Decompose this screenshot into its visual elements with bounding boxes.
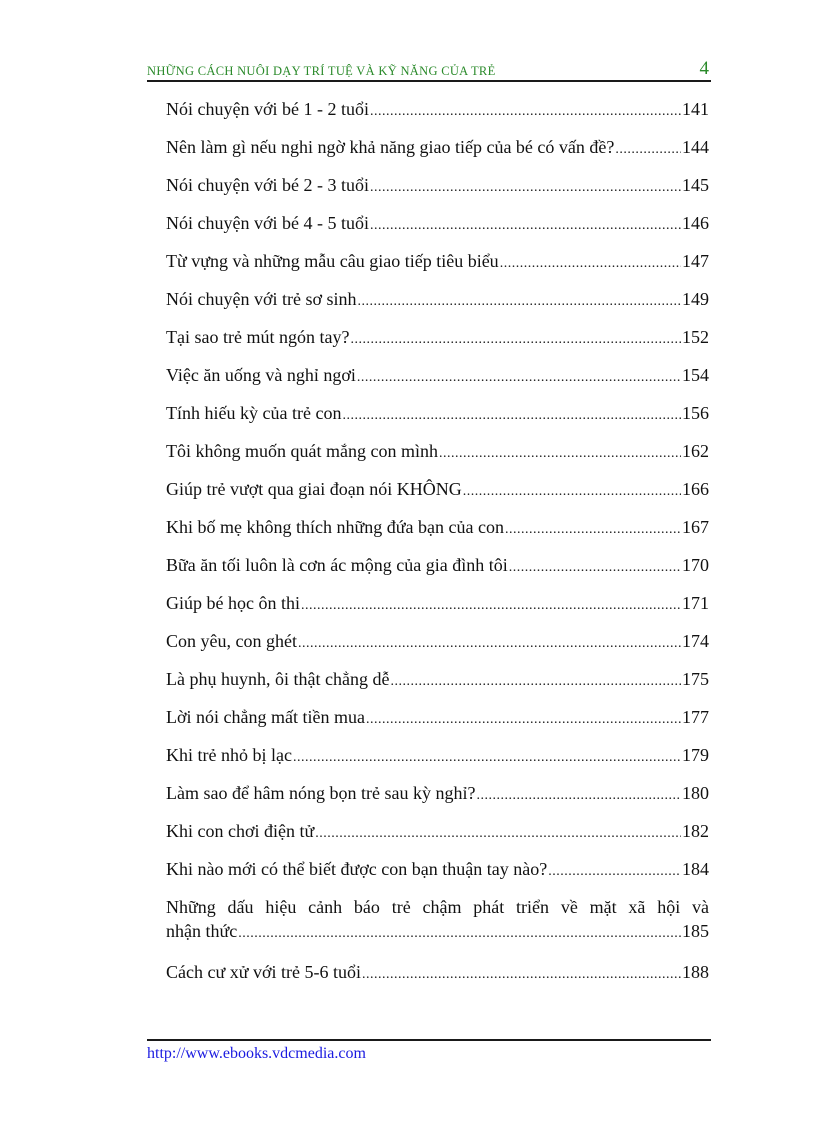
- table-of-contents: [166, 97, 709, 998]
- toc-entry-page: 184: [682, 859, 709, 879]
- toc-entry-page: 145: [682, 175, 709, 195]
- toc-entry-title: Nói chuyện với bé 1 - 2 tuổi: [166, 99, 369, 119]
- toc-entry[interactable]: [166, 591, 709, 629]
- toc-entry[interactable]: [166, 515, 709, 553]
- page-header: [147, 58, 711, 80]
- toc-entry-title: Nói chuyện với bé 2 - 3 tuổi: [166, 175, 369, 195]
- dot-leader: [315, 819, 681, 846]
- toc-entry-title: Tôi không muốn quát mắng con mình: [166, 441, 438, 461]
- toc-entry-title: Khi nào mới có thể biết được con bạn thuận tay nào?: [166, 859, 548, 879]
- dot-leader: [439, 439, 681, 466]
- page-number: 4: [699, 58, 709, 79]
- toc-entry-page: 185: [682, 921, 709, 941]
- dot-leader: [298, 629, 681, 656]
- toc-entry[interactable]: [166, 781, 709, 819]
- toc-entry-page: 147: [682, 251, 709, 271]
- toc-entry-title: Giúp trẻ vượt qua giai đoạn nói KHÔNG: [166, 479, 462, 499]
- toc-entry-title-line2: nhận thức: [166, 921, 238, 941]
- toc-entry-page: 180: [682, 783, 709, 803]
- toc-entry[interactable]: [166, 553, 709, 591]
- toc-entry-title: Nên làm gì nếu nghi ngờ khả năng giao tiếp của bé có vấn đề?: [166, 137, 615, 157]
- toc-entry-title: Nói chuyện với trẻ sơ sinh: [166, 289, 357, 309]
- dot-leader: [463, 477, 681, 504]
- toc-entry-page: 188: [682, 962, 709, 982]
- dot-leader: [293, 743, 681, 770]
- toc-entry-page: 144: [682, 137, 709, 157]
- toc-entry[interactable]: [166, 629, 709, 667]
- toc-entry-title: Bữa ăn tối luôn là cơn ác mộng của gia đình tôi: [166, 555, 508, 575]
- toc-entry[interactable]: [166, 857, 709, 895]
- toc-entry-title: Khi bố mẹ không thích những đứa bạn của con: [166, 517, 504, 537]
- toc-entry[interactable]: [166, 705, 709, 743]
- dot-leader: [301, 591, 681, 618]
- toc-entry[interactable]: [166, 363, 709, 401]
- toc-entry-page: 154: [682, 365, 709, 385]
- toc-entry[interactable]: [166, 895, 709, 946]
- toc-entry[interactable]: [166, 743, 709, 781]
- toc-entry-title: Giúp bé học ôn thi: [166, 593, 300, 613]
- book-title: NHỮNG CÁCH NUÔI DẠY TRÍ TUỆ VÀ KỸ NĂNG CỦA TRẺ: [147, 64, 496, 78]
- dot-leader: [476, 781, 681, 808]
- toc-entry-page: 156: [682, 403, 709, 423]
- toc-entry-page: 166: [682, 479, 709, 499]
- toc-entry-title: Nói chuyện với bé 4 - 5 tuổi: [166, 213, 369, 233]
- toc-entry[interactable]: [166, 439, 709, 477]
- toc-entry-page: 170: [682, 555, 709, 575]
- dot-leader: [370, 173, 681, 200]
- toc-entry-page: 167: [682, 517, 709, 537]
- toc-entry[interactable]: [166, 97, 709, 135]
- dot-leader: [370, 97, 681, 124]
- toc-entry-title: Là phụ huynh, ôi thật chẳng dễ: [166, 669, 390, 689]
- dot-leader: [357, 363, 681, 390]
- dot-leader: [358, 287, 681, 314]
- toc-entry[interactable]: [166, 819, 709, 857]
- dot-leader: [342, 401, 681, 428]
- toc-entry-page: 175: [682, 669, 709, 689]
- toc-entry-title: Khi trẻ nhỏ bị lạc: [166, 745, 292, 765]
- toc-entry-title: Tính hiếu kỳ của trẻ con: [166, 403, 342, 423]
- toc-entry-page: 179: [682, 745, 709, 765]
- toc-entry-title: Làm sao để hâm nóng bọn trẻ sau kỳ nghỉ?: [166, 783, 476, 803]
- dot-leader: [366, 705, 681, 732]
- toc-entry-page: 141: [682, 99, 709, 119]
- toc-entry-page: 182: [682, 821, 709, 841]
- toc-entry-page: 177: [682, 707, 709, 727]
- toc-entry-page: 162: [682, 441, 709, 461]
- dot-leader: [548, 857, 681, 884]
- toc-entry-page: 171: [682, 593, 709, 613]
- toc-entry-page: 146: [682, 213, 709, 233]
- toc-entry-title: Từ vựng và những mẫu câu giao tiếp tiêu biểu: [166, 251, 499, 271]
- toc-entry[interactable]: [166, 401, 709, 439]
- footer-link[interactable]: http://www.ebooks.vdcmedia.com: [147, 1045, 366, 1062]
- dot-leader: [505, 515, 681, 542]
- toc-entry[interactable]: [166, 667, 709, 705]
- dot-leader: [370, 211, 681, 238]
- toc-entry[interactable]: [166, 477, 709, 515]
- header-divider: [147, 80, 711, 82]
- toc-entry[interactable]: [166, 173, 709, 211]
- dot-leader: [500, 249, 681, 276]
- dot-leader: [509, 553, 681, 580]
- toc-entry-title-line1: Những dấu hiệu cảnh báo trẻ chậm phát triển về mặt xã hội và: [166, 897, 709, 917]
- dot-leader: [350, 325, 681, 352]
- toc-entry[interactable]: [166, 325, 709, 363]
- toc-entry[interactable]: [166, 211, 709, 249]
- dot-leader: [238, 919, 681, 946]
- toc-entry[interactable]: [166, 287, 709, 325]
- toc-entry[interactable]: [166, 249, 709, 287]
- dot-leader: [362, 960, 681, 987]
- toc-entry[interactable]: [166, 135, 709, 173]
- toc-entry-title: Cách cư xử với trẻ 5-6 tuổi: [166, 962, 361, 982]
- dot-leader: [390, 667, 681, 694]
- toc-entry-page: 149: [682, 289, 709, 309]
- toc-entry-title: Lời nói chẳng mất tiền mua: [166, 707, 365, 727]
- toc-entry[interactable]: [166, 960, 709, 998]
- toc-entry-title: Việc ăn uống và nghỉ ngơi: [166, 365, 356, 385]
- dot-leader: [615, 135, 681, 162]
- toc-entry-title: Khi con chơi điện tử: [166, 821, 315, 841]
- footer-divider: [147, 1039, 711, 1041]
- toc-entry-title: Tại sao trẻ mút ngón tay?: [166, 327, 350, 347]
- toc-entry-page: 174: [682, 631, 709, 651]
- toc-entry-page: 152: [682, 327, 709, 347]
- toc-entry-title: Con yêu, con ghét: [166, 631, 297, 651]
